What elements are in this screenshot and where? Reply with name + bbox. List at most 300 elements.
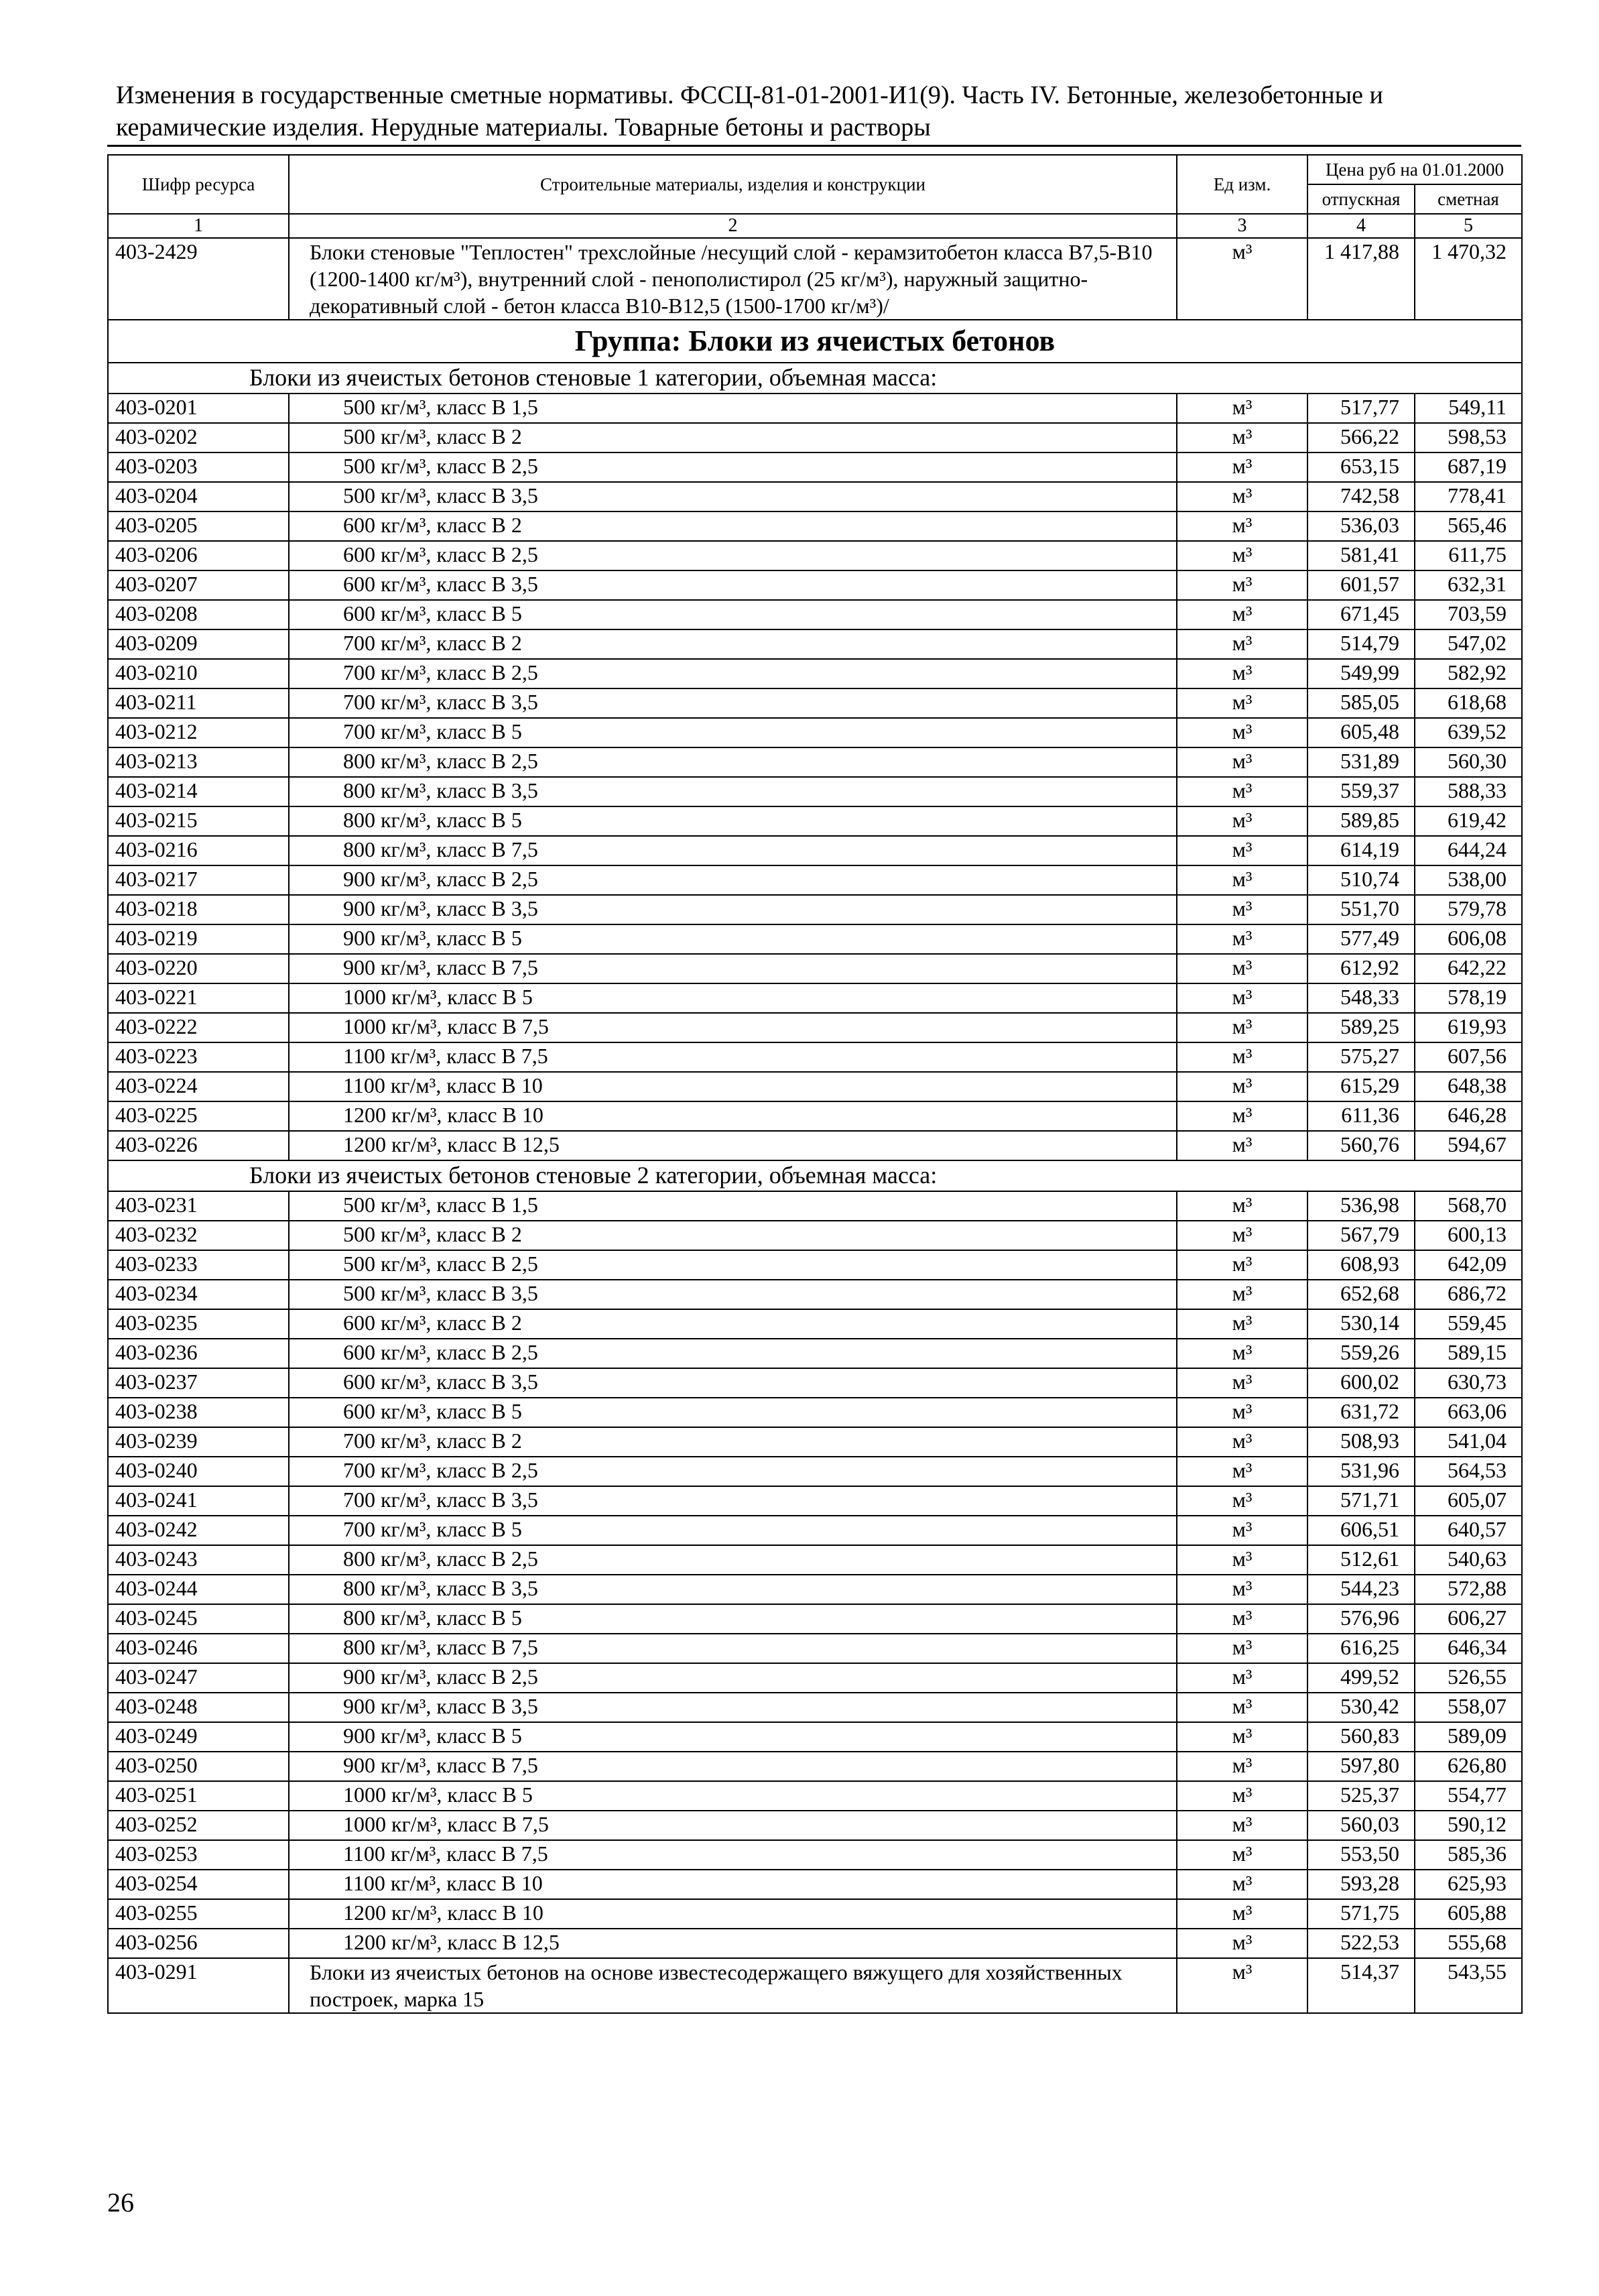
row-unit: м³ (1177, 1131, 1307, 1160)
column-number: 1 (108, 214, 289, 238)
row-unit: м³ (1177, 1221, 1307, 1250)
row-unit: м³ (1177, 511, 1307, 541)
row-unit: м³ (1177, 954, 1307, 983)
row-estimate-price: 564,53 (1415, 1457, 1522, 1486)
row-code: 403-0250 (108, 1752, 289, 1781)
row-unit: м³ (1177, 1811, 1307, 1840)
row-name: 600 кг/м³, класс В 2,5 (289, 541, 1177, 570)
row-unit: м³ (1177, 1042, 1307, 1072)
row-estimate-price: 547,02 (1415, 629, 1522, 659)
row-name: 700 кг/м³, класс В 2,5 (289, 659, 1177, 688)
row-release-price: 1 417,88 (1307, 238, 1415, 320)
row-release-price: 612,92 (1307, 954, 1415, 983)
row-unit: м³ (1177, 1604, 1307, 1634)
row-release-price: 615,29 (1307, 1072, 1415, 1101)
row-name: 1200 кг/м³, класс В 12,5 (289, 1929, 1177, 1958)
row-code: 403-0251 (108, 1781, 289, 1811)
column-number: 3 (1177, 214, 1307, 238)
row-estimate-price: 582,92 (1415, 659, 1522, 688)
row-unit: м³ (1177, 394, 1307, 423)
row-name: 500 кг/м³, класс В 2,5 (289, 452, 1177, 482)
table-row (108, 1250, 1522, 1280)
row-code: 403-0241 (108, 1486, 289, 1516)
table-row (108, 1221, 1522, 1250)
table-row (108, 1870, 1522, 1899)
title-line-2: керамические изделия. Нерудные материалы. Товарные бетоны и растворы (116, 113, 931, 141)
row-release-price: 631,72 (1307, 1398, 1415, 1427)
header-rule (107, 145, 1521, 147)
row-estimate-price: 619,93 (1415, 1013, 1522, 1042)
row-code: 403-0216 (108, 836, 289, 865)
row-release-price: 606,51 (1307, 1516, 1415, 1545)
row-estimate-price: 555,68 (1415, 1929, 1522, 1958)
row-unit: м³ (1177, 836, 1307, 865)
row-release-price: 530,14 (1307, 1309, 1415, 1339)
row-release-price: 531,96 (1307, 1457, 1415, 1486)
row-name: 900 кг/м³, класс В 7,5 (289, 954, 1177, 983)
table-row (108, 1958, 1522, 2013)
row-release-price: 551,70 (1307, 895, 1415, 924)
row-unit: м³ (1177, 1929, 1307, 1958)
row-code: 403-0223 (108, 1042, 289, 1072)
row-estimate-price: 590,12 (1415, 1811, 1522, 1840)
header-release: отпускная (1307, 184, 1415, 214)
row-code: 403-0219 (108, 924, 289, 954)
row-code: 403-0209 (108, 629, 289, 659)
row-unit: м³ (1177, 718, 1307, 747)
row-name: 700 кг/м³, класс В 2 (289, 1427, 1177, 1457)
table-row (108, 895, 1522, 924)
row-name: 800 кг/м³, класс В 2,5 (289, 747, 1177, 777)
row-estimate-price: 663,06 (1415, 1398, 1522, 1427)
row-release-price: 525,37 (1307, 1781, 1415, 1811)
row-code: 403-0207 (108, 570, 289, 600)
row-name: 800 кг/м³, класс В 5 (289, 1604, 1177, 1634)
row-unit: м³ (1177, 895, 1307, 924)
table-row (108, 718, 1522, 747)
row-unit: м³ (1177, 1072, 1307, 1101)
row-release-price: 512,61 (1307, 1545, 1415, 1575)
row-code: 403-2429 (108, 238, 289, 320)
row-estimate-price: 585,36 (1415, 1840, 1522, 1870)
row-estimate-price: 642,09 (1415, 1250, 1522, 1280)
row-release-price: 597,80 (1307, 1752, 1415, 1781)
table-row (108, 865, 1522, 895)
row-code: 403-0253 (108, 1840, 289, 1870)
row-estimate-price: 646,34 (1415, 1634, 1522, 1663)
row-unit: м³ (1177, 1250, 1307, 1280)
row-estimate-price: 589,15 (1415, 1339, 1522, 1368)
row-unit: м³ (1177, 1013, 1307, 1042)
row-release-price: 575,27 (1307, 1042, 1415, 1072)
row-estimate-price: 618,68 (1415, 688, 1522, 718)
row-code: 403-0211 (108, 688, 289, 718)
row-unit: м³ (1177, 1398, 1307, 1427)
row-code: 403-0237 (108, 1368, 289, 1398)
row-estimate-price: 625,93 (1415, 1870, 1522, 1899)
row-code: 403-0252 (108, 1811, 289, 1840)
row-release-price: 560,76 (1307, 1131, 1415, 1160)
row-name: 800 кг/м³, класс В 5 (289, 806, 1177, 836)
row-name: 700 кг/м³, класс В 5 (289, 718, 1177, 747)
row-unit: м³ (1177, 983, 1307, 1013)
table-row (108, 1309, 1522, 1339)
row-unit: м³ (1177, 1840, 1307, 1870)
row-estimate-price: 632,31 (1415, 570, 1522, 600)
row-release-price: 585,05 (1307, 688, 1415, 718)
row-code: 403-0226 (108, 1131, 289, 1160)
row-unit: м³ (1177, 1516, 1307, 1545)
row-release-price: 536,03 (1307, 511, 1415, 541)
table-row (108, 1840, 1522, 1870)
row-unit: м³ (1177, 1634, 1307, 1663)
row-release-price: 530,42 (1307, 1693, 1415, 1722)
row-unit: м³ (1177, 1486, 1307, 1516)
row-code: 403-0225 (108, 1101, 289, 1131)
table-row (108, 1516, 1522, 1545)
row-release-price: 553,50 (1307, 1840, 1415, 1870)
row-name: 1100 кг/м³, класс В 7,5 (289, 1840, 1177, 1870)
row-code: 403-0214 (108, 777, 289, 806)
row-name: 700 кг/м³, класс В 2 (289, 629, 1177, 659)
row-estimate-price: 579,78 (1415, 895, 1522, 924)
row-name: 700 кг/м³, класс В 3,5 (289, 688, 1177, 718)
table-row (108, 238, 1522, 320)
row-unit: м³ (1177, 688, 1307, 718)
row-estimate-price: 554,77 (1415, 1781, 1522, 1811)
row-code: 403-0213 (108, 747, 289, 777)
row-name: 700 кг/м³, класс В 5 (289, 1516, 1177, 1545)
row-unit: м³ (1177, 482, 1307, 511)
row-estimate-price: 605,88 (1415, 1899, 1522, 1929)
row-release-price: 560,83 (1307, 1722, 1415, 1752)
table-row (108, 1899, 1522, 1929)
row-estimate-price: 607,56 (1415, 1042, 1522, 1072)
row-name: 500 кг/м³, класс В 2,5 (289, 1250, 1177, 1280)
row-unit: м³ (1177, 1457, 1307, 1486)
row-name: 900 кг/м³, класс В 5 (289, 1722, 1177, 1752)
row-release-price: 601,57 (1307, 570, 1415, 600)
row-code: 403-0255 (108, 1899, 289, 1929)
group-title: Группа: Блоки из ячеистых бетонов (108, 320, 1522, 363)
table-row (108, 1457, 1522, 1486)
table-row (108, 688, 1522, 718)
row-unit: м³ (1177, 1693, 1307, 1722)
row-name: 800 кг/м³, класс В 3,5 (289, 777, 1177, 806)
row-name: 700 кг/м³, класс В 2,5 (289, 1457, 1177, 1486)
row-estimate-price: 619,42 (1415, 806, 1522, 836)
row-estimate-price: 568,70 (1415, 1191, 1522, 1221)
row-release-price: 571,71 (1307, 1486, 1415, 1516)
row-release-price: 548,33 (1307, 983, 1415, 1013)
row-unit: м³ (1177, 1958, 1307, 2013)
row-estimate-price: 630,73 (1415, 1368, 1522, 1398)
row-code: 403-0202 (108, 423, 289, 452)
table-row (108, 1042, 1522, 1072)
row-name: 500 кг/м³, класс В 3,5 (289, 482, 1177, 511)
row-code: 403-0246 (108, 1634, 289, 1663)
table-row (108, 1575, 1522, 1604)
row-code: 403-0240 (108, 1457, 289, 1486)
row-estimate-price: 540,63 (1415, 1545, 1522, 1575)
row-name: 1100 кг/м³, класс В 10 (289, 1870, 1177, 1899)
row-code: 403-0238 (108, 1398, 289, 1427)
row-name: 1100 кг/м³, класс В 10 (289, 1072, 1177, 1101)
row-code: 403-0232 (108, 1221, 289, 1250)
row-estimate-price: 611,75 (1415, 541, 1522, 570)
table-row (108, 1191, 1522, 1221)
row-code: 403-0215 (108, 806, 289, 836)
row-name: 600 кг/м³, класс В 2 (289, 1309, 1177, 1339)
row-name: 800 кг/м³, класс В 7,5 (289, 1634, 1177, 1663)
row-code: 403-0248 (108, 1693, 289, 1722)
row-estimate-price: 558,07 (1415, 1693, 1522, 1722)
table-row (108, 1722, 1522, 1752)
column-number: 2 (289, 214, 1177, 238)
row-unit: м³ (1177, 924, 1307, 954)
row-name: 1000 кг/м³, класс В 7,5 (289, 1013, 1177, 1042)
table-row (108, 924, 1522, 954)
row-name: 500 кг/м³, класс В 1,5 (289, 1191, 1177, 1221)
row-code: 403-0201 (108, 394, 289, 423)
row-estimate-price: 606,08 (1415, 924, 1522, 954)
row-code: 403-0256 (108, 1929, 289, 1958)
header-estimate: сметная (1415, 184, 1522, 214)
row-estimate-price: 626,80 (1415, 1752, 1522, 1781)
row-code: 403-0249 (108, 1722, 289, 1752)
table-row (108, 394, 1522, 423)
row-name: 800 кг/м³, класс В 7,5 (289, 836, 1177, 865)
row-code: 403-0247 (108, 1663, 289, 1693)
row-release-price: 605,48 (1307, 718, 1415, 747)
row-estimate-price: 600,13 (1415, 1221, 1522, 1250)
row-estimate-price: 606,27 (1415, 1604, 1522, 1634)
table-row (108, 541, 1522, 570)
table-row (108, 1280, 1522, 1309)
row-unit: м³ (1177, 865, 1307, 895)
row-code: 403-0212 (108, 718, 289, 747)
table-row (108, 600, 1522, 629)
row-unit: м³ (1177, 1427, 1307, 1457)
row-unit: м³ (1177, 1191, 1307, 1221)
row-release-price: 593,28 (1307, 1870, 1415, 1899)
row-unit: м³ (1177, 238, 1307, 320)
row-code: 403-0231 (108, 1191, 289, 1221)
row-release-price: 671,45 (1307, 600, 1415, 629)
row-estimate-price: 598,53 (1415, 423, 1522, 452)
row-code: 403-0221 (108, 983, 289, 1013)
row-estimate-price: 543,55 (1415, 1958, 1522, 2013)
row-code: 403-0234 (108, 1280, 289, 1309)
row-unit: м³ (1177, 1663, 1307, 1693)
row-estimate-price: 541,04 (1415, 1427, 1522, 1457)
row-code: 403-0235 (108, 1309, 289, 1339)
table-row (108, 1634, 1522, 1663)
table-row (108, 1486, 1522, 1516)
row-unit: м³ (1177, 423, 1307, 452)
row-estimate-price: 640,57 (1415, 1516, 1522, 1545)
table-row (108, 1929, 1522, 1958)
row-estimate-price: 703,59 (1415, 600, 1522, 629)
row-release-price: 549,99 (1307, 659, 1415, 688)
row-release-price: 567,79 (1307, 1221, 1415, 1250)
row-release-price: 508,93 (1307, 1427, 1415, 1457)
table-row (108, 570, 1522, 600)
row-code: 403-0245 (108, 1604, 289, 1634)
table-row (108, 777, 1522, 806)
table-row (108, 954, 1522, 983)
row-code: 403-0203 (108, 452, 289, 482)
row-unit: м³ (1177, 1752, 1307, 1781)
row-estimate-price: 605,07 (1415, 1486, 1522, 1516)
document-title (116, 79, 1523, 143)
row-release-price: 514,79 (1307, 629, 1415, 659)
row-estimate-price: 648,38 (1415, 1072, 1522, 1101)
row-name: 1000 кг/м³, класс В 5 (289, 983, 1177, 1013)
row-name: 900 кг/м³, класс В 7,5 (289, 1752, 1177, 1781)
row-unit: м³ (1177, 629, 1307, 659)
row-unit: м³ (1177, 1781, 1307, 1811)
row-name: 600 кг/м³, класс В 2,5 (289, 1339, 1177, 1368)
row-unit: м³ (1177, 1101, 1307, 1131)
row-estimate-price: 646,28 (1415, 1101, 1522, 1131)
table-row (108, 747, 1522, 777)
row-name: 1200 кг/м³, класс В 10 (289, 1101, 1177, 1131)
row-estimate-price: 572,88 (1415, 1575, 1522, 1604)
row-release-price: 581,41 (1307, 541, 1415, 570)
row-estimate-price: 639,52 (1415, 718, 1522, 747)
row-estimate-price: 1 470,32 (1415, 238, 1522, 320)
row-name: 900 кг/м³, класс В 5 (289, 924, 1177, 954)
row-name: Блоки стеновые "Теплостен" трехслойные /несущий слой - керамзитобетон класса В7,5-В10 (1200-1400 кг/м³), внутренний слой - пенополистирол (25 кг/м³), наружный защитно-декоративный слой - бетон класса В10-В12,5 (1500-1700 кг/м³)/ (289, 238, 1177, 320)
row-estimate-price: 687,19 (1415, 452, 1522, 482)
row-code: 403-0233 (108, 1250, 289, 1280)
row-name: 1200 кг/м³, класс В 10 (289, 1899, 1177, 1929)
row-release-price: 566,22 (1307, 423, 1415, 452)
row-unit: м³ (1177, 659, 1307, 688)
row-estimate-price: 589,09 (1415, 1722, 1522, 1752)
row-unit: м³ (1177, 600, 1307, 629)
row-estimate-price: 778,41 (1415, 482, 1522, 511)
header-unit: Ед изм. (1177, 155, 1307, 214)
row-unit: м³ (1177, 570, 1307, 600)
row-name: 1000 кг/м³, класс В 7,5 (289, 1811, 1177, 1840)
row-release-price: 514,37 (1307, 1958, 1415, 2013)
row-release-price: 536,98 (1307, 1191, 1415, 1221)
row-code: 403-0224 (108, 1072, 289, 1101)
table-row (108, 452, 1522, 482)
table-row (108, 659, 1522, 688)
table-row (108, 1013, 1522, 1042)
row-unit: м³ (1177, 747, 1307, 777)
row-unit: м³ (1177, 1870, 1307, 1899)
row-release-price: 522,53 (1307, 1929, 1415, 1958)
row-release-price: 742,58 (1307, 482, 1415, 511)
row-unit: м³ (1177, 452, 1307, 482)
row-unit: м³ (1177, 1575, 1307, 1604)
row-code: 403-0206 (108, 541, 289, 570)
row-code: 403-0236 (108, 1339, 289, 1368)
row-estimate-price: 642,22 (1415, 954, 1522, 983)
row-name: 700 кг/м³, класс В 3,5 (289, 1486, 1177, 1516)
row-code: 403-0208 (108, 600, 289, 629)
row-unit: м³ (1177, 1368, 1307, 1398)
column-number: 5 (1415, 214, 1522, 238)
row-release-price: 576,96 (1307, 1604, 1415, 1634)
row-name: 900 кг/м³, класс В 2,5 (289, 865, 1177, 895)
row-code: 403-0239 (108, 1427, 289, 1457)
table-row (108, 1368, 1522, 1398)
row-estimate-price: 565,46 (1415, 511, 1522, 541)
row-code: 403-0205 (108, 511, 289, 541)
row-release-price: 531,89 (1307, 747, 1415, 777)
row-unit: м³ (1177, 1339, 1307, 1368)
row-name: 800 кг/м³, класс В 2,5 (289, 1545, 1177, 1575)
row-name: 900 кг/м³, класс В 3,5 (289, 895, 1177, 924)
row-name: 1200 кг/м³, класс В 12,5 (289, 1131, 1177, 1160)
table-row (108, 482, 1522, 511)
header-name: Строительные материалы, изделия и конструкции (289, 155, 1177, 214)
row-code: 403-0254 (108, 1870, 289, 1899)
row-unit: м³ (1177, 1545, 1307, 1575)
row-name: 1000 кг/м³, класс В 5 (289, 1781, 1177, 1811)
row-unit: м³ (1177, 1309, 1307, 1339)
row-unit: м³ (1177, 777, 1307, 806)
row-code: 403-0218 (108, 895, 289, 924)
row-code: 403-0243 (108, 1545, 289, 1575)
row-code: 403-0204 (108, 482, 289, 511)
table-row (108, 1693, 1522, 1722)
row-estimate-price: 526,55 (1415, 1663, 1522, 1693)
row-name: 600 кг/м³, класс В 3,5 (289, 1368, 1177, 1398)
row-code: 403-0242 (108, 1516, 289, 1545)
row-name: 500 кг/м³, класс В 3,5 (289, 1280, 1177, 1309)
table-row (108, 1398, 1522, 1427)
row-name: 500 кг/м³, класс В 1,5 (289, 394, 1177, 423)
table-row (108, 1545, 1522, 1575)
row-release-price: 499,52 (1307, 1663, 1415, 1693)
row-name: 600 кг/м³, класс В 5 (289, 600, 1177, 629)
row-name: Блоки из ячеистых бетонов на основе известесодержащего вяжущего для хозяйственных построек, марка 15 (289, 1958, 1177, 2013)
table-row (108, 629, 1522, 659)
row-estimate-price: 686,72 (1415, 1280, 1522, 1309)
row-release-price: 589,25 (1307, 1013, 1415, 1042)
table-row (108, 1339, 1522, 1368)
table-row (108, 983, 1522, 1013)
row-code: 403-0244 (108, 1575, 289, 1604)
table-row (108, 1663, 1522, 1693)
row-name: 1100 кг/м³, класс В 7,5 (289, 1042, 1177, 1072)
row-code: 403-0291 (108, 1958, 289, 2013)
row-unit: м³ (1177, 1722, 1307, 1752)
section-title: Блоки из ячеистых бетонов стеновые 2 категории, объемная масса: (108, 1160, 1522, 1191)
row-release-price: 611,36 (1307, 1101, 1415, 1131)
row-name: 600 кг/м³, класс В 5 (289, 1398, 1177, 1427)
row-estimate-price: 538,00 (1415, 865, 1522, 895)
row-estimate-price: 549,11 (1415, 394, 1522, 423)
page-number: 26 (107, 2187, 134, 2218)
table-row (108, 1131, 1522, 1160)
row-release-price: 571,75 (1307, 1899, 1415, 1929)
row-release-price: 517,77 (1307, 394, 1415, 423)
row-name: 600 кг/м³, класс В 2 (289, 511, 1177, 541)
row-estimate-price: 578,19 (1415, 983, 1522, 1013)
row-name: 900 кг/м³, класс В 2,5 (289, 1663, 1177, 1693)
row-estimate-price: 588,33 (1415, 777, 1522, 806)
row-code: 403-0210 (108, 659, 289, 688)
header-code: Шифр ресурса (108, 155, 289, 214)
row-release-price: 560,03 (1307, 1811, 1415, 1840)
